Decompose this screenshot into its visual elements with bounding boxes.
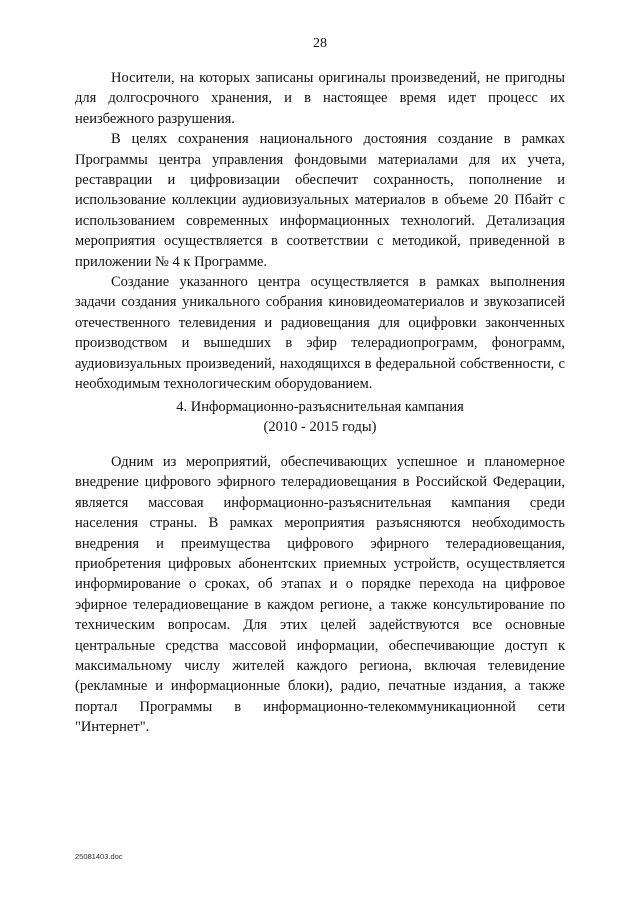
page-number: 28: [313, 36, 327, 51]
section-heading: [75, 397, 565, 438]
section-period: (2010 - 2015 годы): [263, 419, 377, 436]
document-file-code: 25081403.doc: [75, 852, 123, 861]
body-text-top: [75, 68, 565, 395]
section-title: 4. Информационно-разъяснительная кампания: [176, 399, 464, 415]
paragraph: Носители, на которых записаны оригиналы произведений, не пригодны для долгосрочного хранения, и в настоящее время идет процесс их неизбежного разрушения.: [75, 70, 565, 127]
paragraph: В целях сохранения национального достояния создание в рамках Программы центра управления фондовыми материалами для их учета, реставрации и цифровизации обеспечит сохранность, пополнение и использование коллекции аудиовизуальных материалов в объеме 20 Пбайт с использованием современных информационных технологий. Детализация мероприятия осуществляется в соответствии с методикой, приведенной в приложении № 4 к Программе.: [75, 131, 565, 270]
paragraph: Одним из мероприятий, обеспечивающих успешное и планомерное внедрение цифрового эфирного телерадиовещания в Российской Федерации, является массовая информационно-разъяснительная кампания среди населения страны. В рамках мероприятия разъясняются необходимость внедрения и преимущества цифрового эфирного телерадиовещания, приобретения цифровых абонентских приемных устройств, осуществляется информирование о сроках, об этапах и о порядке перехода на цифровое эфирное телерадиовещание в каждом регионе, а также консультирование по техническим вопросам. Для этих целей задействуются все основные центральные средства массовой информации, обеспечивающие доступ к максимальному числу жителей каждого региона, включая телевидение (рекламные и информационные блоки), радио, печатные издания, а также портал Программы в информационно-телекоммуникационной сети "Интернет".: [75, 454, 565, 736]
paragraph: Создание указанного центра осуществляется в рамках выполнения задачи создания уникального собрания киновидеоматериалов и звукозаписей отечественного телевидения и радиовещания для оцифровки законченных производством и вышедших в эфир телерадиопрограмм, фонограмм, аудиовизуальных произведений, находящихся в федеральной собственности, с необходимым технологическим оборудованием.: [75, 274, 565, 393]
body-text-bottom: [75, 452, 565, 738]
